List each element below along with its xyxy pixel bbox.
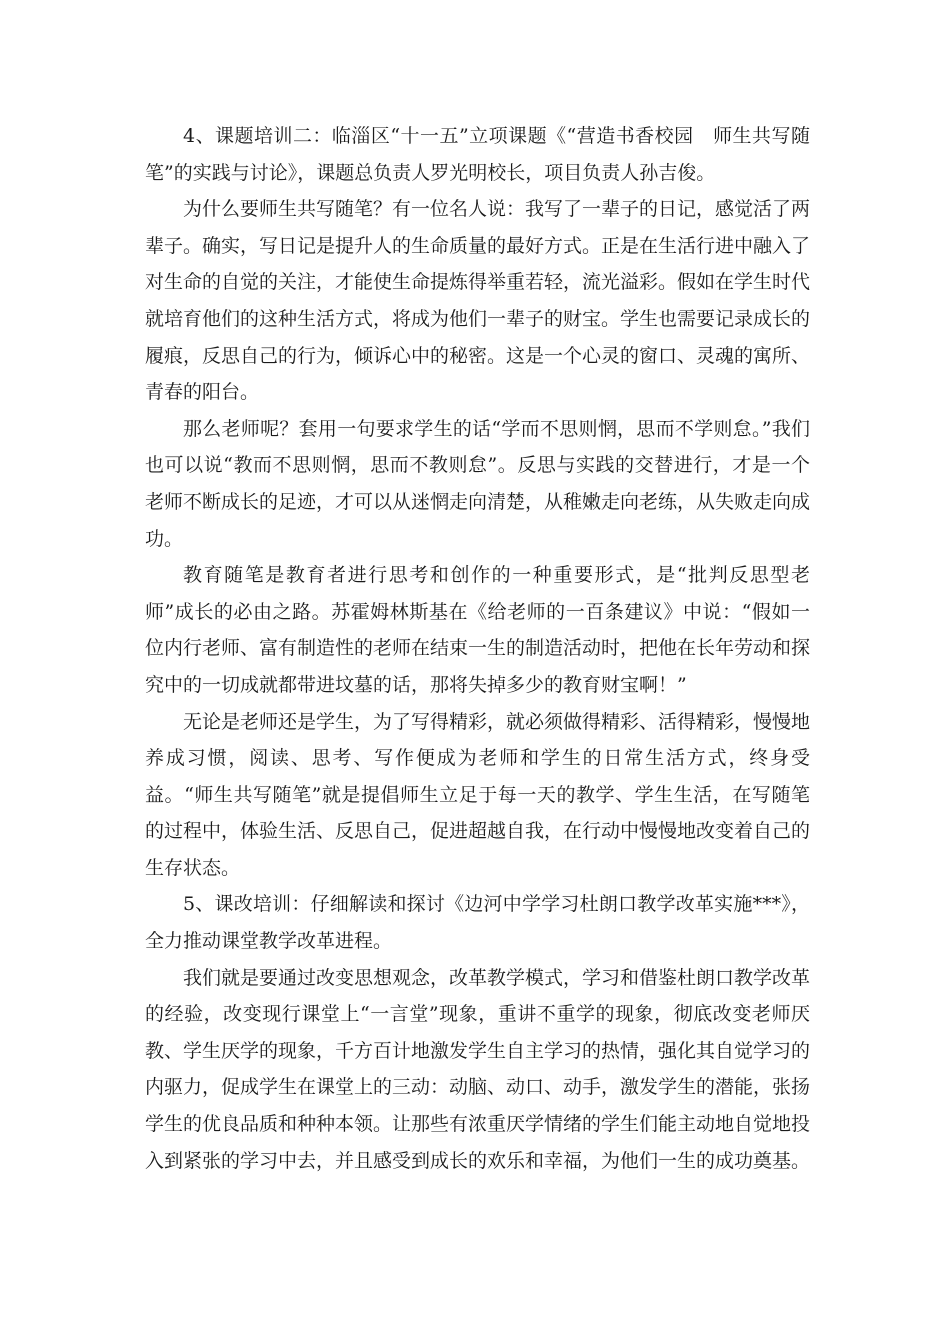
paragraph-teachers-and-students: 无论是老师还是学生，为了写得精彩，就必须做得精彩、活得精彩，慢慢地养成习惯，阅读、思考、写作便成为老师和学生的日常生活方式，终身受益。“师生共写随笔”就是提倡师生立足于每一天的教学、学生生活，在写随笔的过程中，体验生活、反思自己，促进超越自我，在行动中慢慢地改变着自己的生存状态。 (145, 710, 811, 879)
paragraph-curriculum-reform-training: 5、课改培训：仔细解读和探讨《边河中学学习杜朗口教学改革实施***》，全力推动课堂教学改革进程。 (145, 893, 810, 953)
paragraph-teachers-reflection: 那么老师呢？套用一句要求学生的话“学而不思则惘，思而不学则怠。”我们也可以说“教而不思则惘，思而不教则怠”。反思与实践的交替进行，才是一个老师不断成长的足迹，才可以从迷惘走向清楚，从稚嫩走向老练，从失败走向成功。 (145, 417, 811, 550)
paragraph-topic-training-two: 4、课题培训二：临淄区“十一五”立项课题《“营造书香校园 师生共写随笔”的实践与讨论》，课题总负责人罗光明校长，项目负责人孙吉俊。 (145, 125, 810, 184)
paragraph-educational-essays: 教育随笔是教育者进行思考和创作的一种重要形式，是“批判反思型老师”成长的必由之路。苏霍姆林斯基在《给老师的一百条建议》中说：“假如一位内行老师、富有制造性的老师在结束一生的制造活动时，把他在长年劳动和探究中的一切成就都带进坟墓的话，那将失掉多少的教育财宝啊！” (145, 564, 811, 696)
paragraph-change-teaching-mode: 我们就是要通过改变思想观念，改革教学模式，学习和借鉴杜朗口教学改革的经验，改变现行课堂上“一言堂”现象，重讲不重学的现象，彻底改变老师厌教、学生厌学的现象，千方百计地激发学生自主学习的热情，强化其自觉学习的内驱力，促成学生在课堂上的三动：动脑、动口、动手，激发学生的潜能，张扬学生的优良品质和种种本领。让那些有浓重厌学情绪的学生们能主动地自觉地投入到紧张的学习中去，并且感受到成长的欢乐和幸福，为他们一生的成功奠基。 (145, 966, 811, 1172)
document-body (145, 118, 810, 1179)
paragraph-why-write-essays: 为什么要师生共写随笔？有一位名人说：我写了一辈子的日记，感觉活了两辈子。确实，写日记是提升人的生命质量的最好方式。正是在生活行进中融入了对生命的自觉的关注，才能使生命提炼得举重若轻，流光溢彩。假如在学生时代就培育他们的这种生活方式，将成为他们一辈子的财宝。学生也需要记录成长的履痕，反思自己的行为，倾诉心中的秘密。这是一个心灵的窗口、灵魂的寓所、青春的阳台。 (145, 198, 811, 404)
